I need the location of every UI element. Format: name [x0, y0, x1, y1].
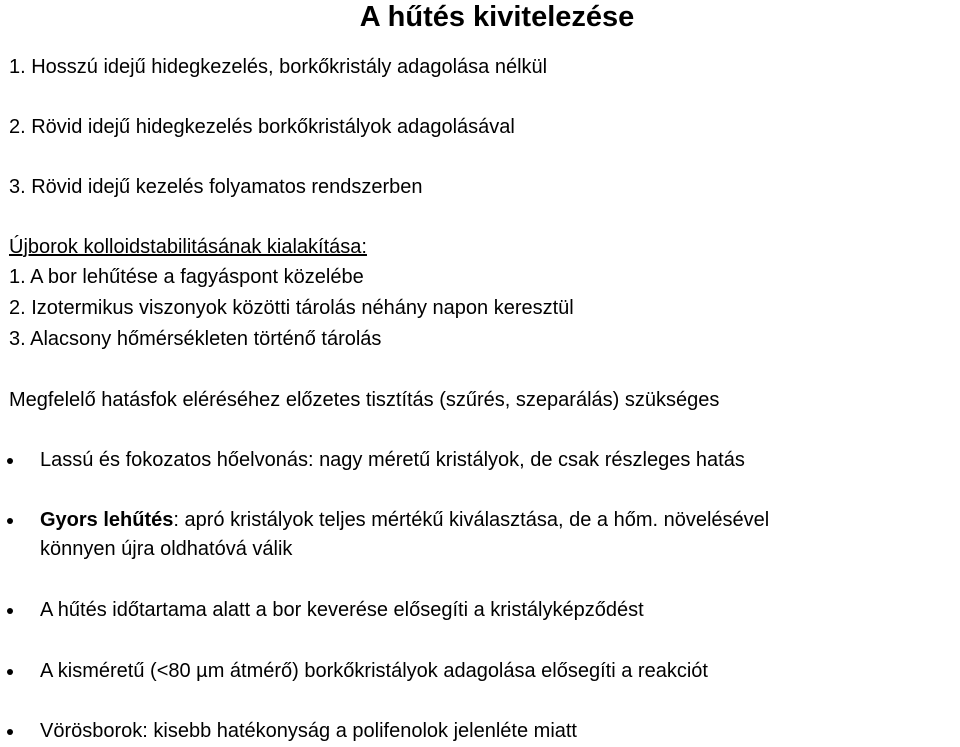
bullet-dot — [7, 518, 13, 524]
colloid-step-1: 1. A bor lehűtése a fagyáspont közelébe — [9, 266, 364, 288]
page-title: A hűtés kivitelezése — [359, 1, 635, 33]
bullet-crystal-dosing: A kisméretű (<80 µm átmérő) borkőkristályok adagolása elősegíti a reakciót — [40, 660, 708, 682]
bullet-red-wines: Vörösborok: kisebb hatékonyság a polifenolok jelenléte miatt — [40, 720, 577, 742]
bullet-fast-cooling — [40, 506, 769, 534]
prefilter-note: Megfelelő hatásfok eléréséhez előzetes tisztítás (szűrés, szeparálás) szükséges — [9, 389, 720, 411]
colloid-heading: Újborok kolloidstabilitásának kialakítása: — [9, 236, 367, 258]
colloid-step-3: 3. Alacsony hőmérsékleten történő tárolás — [9, 328, 382, 350]
fast-cooling-desc-2: könnyen újra oldhatóvá válik — [40, 538, 293, 560]
bullet-slow-cooling: Lassú és fokozatos hőelvonás: nagy méretű kristályok, de csak részleges hatás — [40, 449, 745, 471]
fast-cooling-term: Gyors lehűtés — [40, 509, 174, 531]
bullet-mixing: A hűtés időtartama alatt a bor keverése elősegíti a kristályképződést — [40, 599, 644, 621]
bullet-dot — [7, 729, 13, 735]
method-3: 3. Rövid idejű kezelés folyamatos rendszerben — [9, 176, 423, 198]
bullet-dot — [7, 608, 13, 614]
fast-cooling-desc-1: : apró kristályok teljes mértékű kiválasztása, de a hőm. növelésével — [173, 509, 770, 531]
bullet-dot — [7, 669, 13, 675]
bullet-dot — [7, 458, 13, 464]
colloid-step-2: 2. Izotermikus viszonyok közötti tárolás néhány napon keresztül — [9, 297, 574, 319]
method-2: 2. Rövid idejű hidegkezelés borkőkristályok adagolásával — [9, 116, 515, 138]
method-1: 1. Hosszú idejű hidegkezelés, borkőkristály adagolása nélkül — [9, 56, 548, 78]
